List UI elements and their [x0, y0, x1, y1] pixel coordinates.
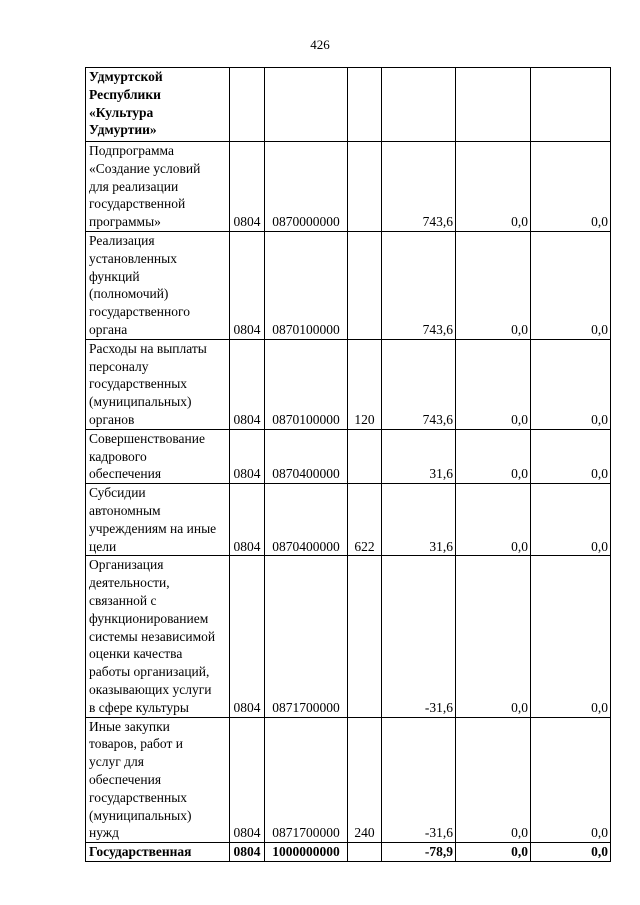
target-article-cell: 1000000000	[265, 843, 348, 862]
expense-type-cell	[348, 843, 382, 862]
amount-cell: 743,6	[382, 232, 456, 340]
amount-cell: 0,0	[531, 556, 611, 717]
target-article-cell	[265, 68, 348, 142]
expense-type-cell: 622	[348, 484, 382, 556]
table-row	[86, 339, 611, 429]
amount-cell: 31,6	[382, 484, 456, 556]
amount-cell: 0,0	[456, 142, 531, 232]
amount-cell: 0,0	[531, 484, 611, 556]
target-article-cell: 0870000000	[265, 142, 348, 232]
amount-cell: 0,0	[531, 339, 611, 429]
table-row	[86, 232, 611, 340]
amount-cell: -78,9	[382, 843, 456, 862]
target-article-cell: 0870400000	[265, 429, 348, 483]
amount-cell: 0,0	[456, 339, 531, 429]
amount-cell: 743,6	[382, 339, 456, 429]
amount-cell	[456, 68, 531, 142]
table-row	[86, 843, 611, 862]
amount-cell	[531, 68, 611, 142]
row-name-cell: Государственная	[86, 843, 230, 862]
section-code-cell: 0804	[230, 843, 265, 862]
expense-type-cell	[348, 232, 382, 340]
table-row	[86, 717, 611, 843]
amount-cell: -31,6	[382, 556, 456, 717]
target-article-cell: 0870100000	[265, 339, 348, 429]
row-name-cell: Расходы на выплаты персоналу государственных (муниципальных) органов	[86, 339, 230, 429]
amount-cell: 0,0	[456, 429, 531, 483]
amount-cell: 0,0	[531, 717, 611, 843]
section-code-cell	[230, 68, 265, 142]
target-article-cell: 0871700000	[265, 717, 348, 843]
table-row	[86, 484, 611, 556]
row-name-cell: Иные закупки товаров, работ и услуг для обеспечения государственных (муниципальных) нужд	[86, 717, 230, 843]
amount-cell: 0,0	[531, 232, 611, 340]
table-row	[86, 68, 611, 142]
amount-cell: 0,0	[456, 484, 531, 556]
target-article-cell: 0870400000	[265, 484, 348, 556]
section-code-cell: 0804	[230, 556, 265, 717]
amount-cell: 31,6	[382, 429, 456, 483]
section-code-cell: 0804	[230, 484, 265, 556]
amount-cell: 0,0	[531, 142, 611, 232]
target-article-cell: 0870100000	[265, 232, 348, 340]
section-code-cell: 0804	[230, 142, 265, 232]
table-row	[86, 556, 611, 717]
amount-cell: -31,6	[382, 717, 456, 843]
expense-type-cell	[348, 68, 382, 142]
row-name-cell: Удмуртской Республики «Культура Удмуртии»	[86, 68, 230, 142]
amount-cell: 743,6	[382, 142, 456, 232]
section-code-cell: 0804	[230, 232, 265, 340]
amount-cell: 0,0	[456, 717, 531, 843]
table-row	[86, 429, 611, 483]
expense-type-cell: 120	[348, 339, 382, 429]
row-name-cell: Реализация установленных функций (полномочий) государственного органа	[86, 232, 230, 340]
expense-type-cell	[348, 556, 382, 717]
amount-cell: 0,0	[456, 232, 531, 340]
section-code-cell: 0804	[230, 717, 265, 843]
expense-type-cell: 240	[348, 717, 382, 843]
section-code-cell: 0804	[230, 429, 265, 483]
amount-cell: 0,0	[531, 429, 611, 483]
budget-table	[85, 67, 611, 862]
amount-cell	[382, 68, 456, 142]
amount-cell: 0,0	[531, 843, 611, 862]
row-name-cell: Совершенствование кадрового обеспечения	[86, 429, 230, 483]
row-name-cell: Субсидии автономным учреждениям на иные цели	[86, 484, 230, 556]
amount-cell: 0,0	[456, 556, 531, 717]
row-name-cell: Подпрограмма «Создание условий для реализации государственной программы»	[86, 142, 230, 232]
page-number: 426	[310, 37, 330, 52]
expense-type-cell	[348, 429, 382, 483]
amount-cell: 0,0	[456, 843, 531, 862]
section-code-cell: 0804	[230, 339, 265, 429]
table-row	[86, 142, 611, 232]
row-name-cell: Организация деятельности, связанной с функционированием системы независимой оценки качества работы организаций, оказывающих услуги в сфере культуры	[86, 556, 230, 717]
expense-type-cell	[348, 142, 382, 232]
target-article-cell: 0871700000	[265, 556, 348, 717]
